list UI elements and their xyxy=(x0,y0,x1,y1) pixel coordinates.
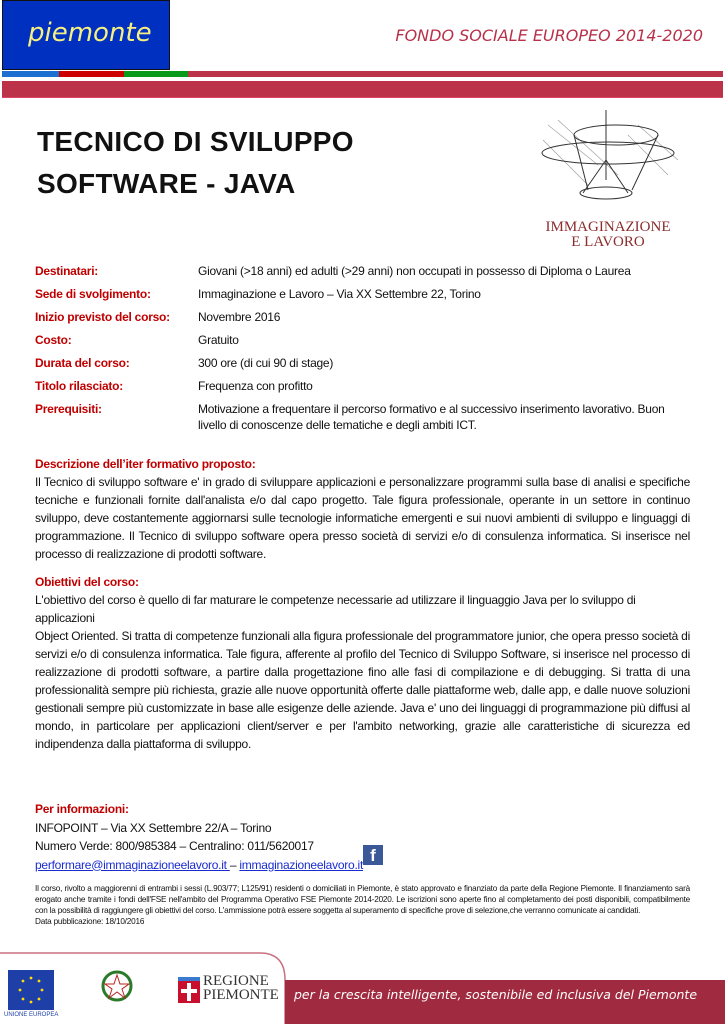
detail-label: Durata del corso: xyxy=(35,356,130,370)
detail-value: Motivazione a frequentare il percorso formativo e al successivo inserimento lavorativo. Buon livello di conoscenze delle tematiche e degli ambiti ICT. xyxy=(198,402,665,432)
legal-notice xyxy=(35,883,690,927)
facebook-icon[interactable]: f xyxy=(363,845,383,865)
publication-date: Data pubblicazione: 18/10/2016 xyxy=(35,917,145,926)
region-line-1: REGIONE xyxy=(203,973,269,989)
stripe-red xyxy=(59,71,124,77)
objectives-first-line: L'obiettivo del corso è quello di far maturare le competenze necessarie ad utilizzare il linguaggio Java per lo sviluppo di applicazioni xyxy=(35,593,636,625)
detail-value: 300 ore (di cui 90 di stage) xyxy=(198,356,334,370)
info-address: INFOPOINT – Via XX Settembre 22/A – Torino xyxy=(35,820,272,835)
program-title: FONDO SOCIALE EUROPEO 2014-2020 xyxy=(395,26,703,45)
detail-label: Prerequisiti: xyxy=(35,402,102,416)
regione-piemonte-logo xyxy=(203,974,279,1002)
objectives-text: Object Oriented. Si tratta di competenze funzionali alla figura professionale del programmatore junior, che opera presso società di servizi e/o di consulenza informatica. Tale figura, afferente al profilo del Tecnico di Sviluppo Software, si inserisce nel processo di realizzazione di prodotti software, a partire dalla progettazione fino alle fasi di compilazione e di debugging. Si tratta di una professionalità sempre più richiesta, grazie alle nuove opportunità offerte dalle piattaforme web, dalle app, e dalle nuove soluzioni gestionali sempre più customizzate in base alle esigenze delle aziende. Java e' uno dei linguaggi di programmazione più diffusi al mondo, in particolare per applicazioni client/server e per l'ambito networking, grazie alle caratteristiche di sicurezza ed indipendenza dalla piattaforma di sviluppo. xyxy=(35,629,690,751)
detail-label: Destinatari: xyxy=(35,264,99,278)
stripe-bar xyxy=(188,71,723,77)
detail-value: Novembre 2016 xyxy=(198,310,281,324)
immaginazione-lavoro-logo xyxy=(528,105,688,250)
eu-flag-icon xyxy=(8,970,54,1010)
partner-logo-line-1: IMMAGINAZIONE xyxy=(545,219,671,235)
detail-label: Costo: xyxy=(35,333,72,347)
website-link[interactable]: immaginazioneelavoro.it xyxy=(239,857,364,872)
legal-text: Il corso, rivolto a maggiorenni di entrambi i sessi (L.903/77; L125/91) residenti o domiciliati in Piemonte, è stato approvato e finanziato da parte della Regione Piemonte. Il finanziamento sarà erogato anche tramite i fondi dell'FSE nell'ambito del Programma Operativo FSE Piemonte 2014-2020. Le iscrizioni sono aperte fino al completamento dei posti disponibili, compatibilmente con la possibilità di raggiungere gli obiettivi del corso. L'ammissione potrà essere soggetta al superamento di specifiche prove di selezione,che verranno comunicate ai candidati. xyxy=(35,884,690,915)
detail-value: Giovani (>18 anni) ed adulti (>29 anni) non occupati in possesso di Diploma o Laurea xyxy=(198,264,631,278)
objectives-section xyxy=(35,573,690,753)
email-link[interactable]: performare@immaginazioneelavoro.it xyxy=(35,857,230,872)
description-heading: Descrizione dell’iter formativo proposto: xyxy=(35,457,256,471)
eu-label: UNIONE EUROPEA xyxy=(4,1012,59,1018)
info-heading: Per informazioni: xyxy=(35,802,129,816)
objectives-heading: Obiettivi del corso: xyxy=(35,575,139,589)
piemonte-logo-text: piemonte xyxy=(28,18,152,48)
regione-piemonte-flag-icon xyxy=(178,977,200,1003)
detail-label: Inizio previsto del corso: xyxy=(35,310,170,324)
detail-value: Immaginazione e Lavoro – Via XX Settembre 22, Torino xyxy=(198,287,481,301)
detail-value: Frequenza con profitto xyxy=(198,379,313,393)
description-section xyxy=(35,455,690,563)
stripe-green xyxy=(124,71,188,77)
italian-emblem-icon xyxy=(100,966,134,1008)
region-line-2: PIEMONTE xyxy=(203,987,279,1003)
partner-logo-line-2: E LAVORO xyxy=(571,234,645,250)
title-line-2: SOFTWARE - JAVA xyxy=(37,168,296,199)
slogan: per la crescita intelligente, sostenibile ed inclusiva del Piemonte xyxy=(294,987,698,1002)
detail-label: Sede di svolgimento: xyxy=(35,287,151,301)
detail-label: Titolo rilasciato: xyxy=(35,379,123,393)
title-line-1: TECNICO DI SVILUPPO xyxy=(37,126,354,157)
course-title xyxy=(37,121,354,205)
detail-value: Gratuito xyxy=(198,333,239,347)
separator: – xyxy=(229,857,240,872)
contact-info xyxy=(35,800,375,874)
header-bar xyxy=(2,81,723,98)
description-text: Il Tecnico di sviluppo software e' in grado di sviluppare applicazioni e personalizzare programmi sulla base di analisi e specifiche tecniche e funzionali fornite dall'analista e/o dal capo progetto. Tale figura professionale, operante in un settore in continuo sviluppo, deve costantemente aggiornarsi sulle tecnologie informatiche emergenti e sui nuovi ambienti di sviluppo e linguaggi di programmazione. Il Tecnico di sviluppo software opera presso società di servizi e/o di consulenza informatica. Si inserisce nel processo di realizzazione di prodotti software. xyxy=(35,475,690,561)
stripe-blue xyxy=(2,71,59,77)
info-phones: Numero Verde: 800/985384 – Centralino: 011/5620017 xyxy=(35,839,314,853)
helicopter-drawing-icon xyxy=(528,105,688,210)
